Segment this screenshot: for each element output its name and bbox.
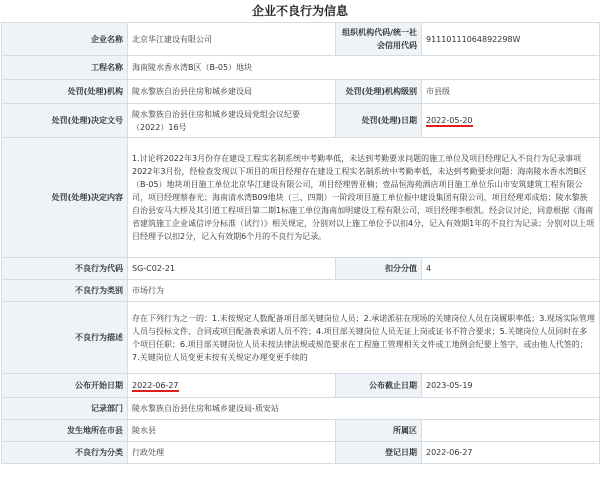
behavior-code-label: 不良行为代码 <box>2 258 128 280</box>
region-label: 所属区 <box>336 420 422 442</box>
penalty-date-value: 2022-05-20 <box>426 116 473 125</box>
deduct-score-label: 扣分分值 <box>336 258 422 280</box>
behavior-category-label: 不良行为类别 <box>2 280 128 302</box>
penalty-org-value: 陵水黎族自治县住房和城乡建设局 <box>128 80 336 104</box>
decision-content-value: 1.讨论将2022年3月份存在建设工程实名制系统中考勤率低，未达到考勤要求问题的施工单位及项目经理记入不良行为记录事项 2022年3月份，经检查发现以下项目的项目经理存在建设工程实名制系统中考勤率低，未达到考勤要求问题：海南陵水香水湾B区（B-05）地块项目施工单位北京华江建设有限公司，项目经理曾亚楠；壹品恒海苑酒店项目施工单位乐山市安筑建筑工程有限公司，项目经理蔡春光；海南清水湾B09地块（三、四期）一阶段项目施工单位振中建设集团有限公司，项目经理邓成焰；陵水黎族自治县安马大桥及其引道工程项目第二期1标施工单位海南加明建设工程有限公司，项目经理李根凯。经会议讨论，同意根据《海南省建筑施工企业诚信评分标准（试行）》相关规定，分别对以上施工单位予以扣4分，记入有效期1年的不良行为记录；分别对以上项目经理予以扣2分，记入有效期6个月的不良行为记录。 <box>128 138 600 258</box>
behavior-category-value: 市场行为 <box>128 280 600 302</box>
org-code-value: 91110111064892298W <box>422 23 600 56</box>
publish-end-label: 公布截止日期 <box>336 374 422 398</box>
behavior-desc-value: 存在下列行为之一的：1.未按规定人数配备项目部关键岗位人员；2.承诺派驻在现场的关键岗位人员在岗履职率低；3.现场实际管理人员与投标文件、合同或项目配备表承诺人员不符；4.项目部关键岗位人员无证上岗或证书不符合要求；5.关键岗位人员同时在多个项目任职；6.项目部关键岗位人员未按法律法规或规范要求在工程施工管理相关文件或工地例会纪要上签字，或由他人代签的；7.关键岗位人员变更未按有关规定办理变更手续的 <box>128 302 600 374</box>
org-code-label: 组织机构代码/统一社会信用代码 <box>336 23 422 56</box>
penalty-org-level-label: 处罚(处理)机构级别 <box>336 80 422 104</box>
penalty-org-level-value: 市县级 <box>422 80 600 104</box>
decision-content-label: 处罚(处理)决定内容 <box>2 138 128 258</box>
project-name-label: 工程名称 <box>2 56 128 80</box>
region-value <box>422 420 600 442</box>
behavior-code-value: SG-C02-21 <box>128 258 336 280</box>
behavior-desc-label: 不良行为描述 <box>2 302 128 374</box>
record-dept-label: 记录部门 <box>2 398 128 420</box>
register-date-label: 登记日期 <box>336 442 422 464</box>
company-name-value: 北京华江建设有限公司 <box>128 23 336 56</box>
page-title: 企业不良行为信息 <box>251 4 348 18</box>
penalty-date-label: 处罚(处理)日期 <box>336 104 422 138</box>
table-row <box>2 138 600 258</box>
publish-start-label: 公布开始日期 <box>2 374 128 398</box>
company-name-label: 企业名称 <box>2 23 128 56</box>
table-row <box>2 56 600 80</box>
decision-doc-label: 处罚(处理)决定文号 <box>2 104 128 138</box>
publish-start-value: 2022-06-27 <box>132 381 179 390</box>
deduct-score-value: 4 <box>422 258 600 280</box>
table-row <box>2 280 600 302</box>
table-row <box>2 374 600 398</box>
city-label: 发生地所在市县 <box>2 420 128 442</box>
table-row <box>2 258 600 280</box>
behavior-class-value: 行政处理 <box>128 442 336 464</box>
project-name-value: 海南陵水香水湾B区（B-05）地块 <box>128 56 600 80</box>
table-row <box>2 104 600 138</box>
info-table <box>1 22 600 464</box>
record-dept-value: 陵水黎族自治县住房和城乡建设局-质安站 <box>128 398 600 420</box>
table-row <box>2 23 600 56</box>
publish-end-value: 2023-05-19 <box>422 374 600 398</box>
table-row <box>2 420 600 442</box>
table-row <box>2 302 600 374</box>
behavior-class-label: 不良行为分类 <box>2 442 128 464</box>
table-row <box>2 80 600 104</box>
decision-doc-value: 陵水黎族自治县住房和城乡建设局党组会议纪要（2022）16号 <box>128 104 336 138</box>
penalty-org-label: 处罚(处理)机构 <box>2 80 128 104</box>
city-value: 陵水县 <box>128 420 336 442</box>
table-row <box>2 398 600 420</box>
register-date-value: 2022-06-27 <box>422 442 600 464</box>
table-row <box>2 442 600 464</box>
